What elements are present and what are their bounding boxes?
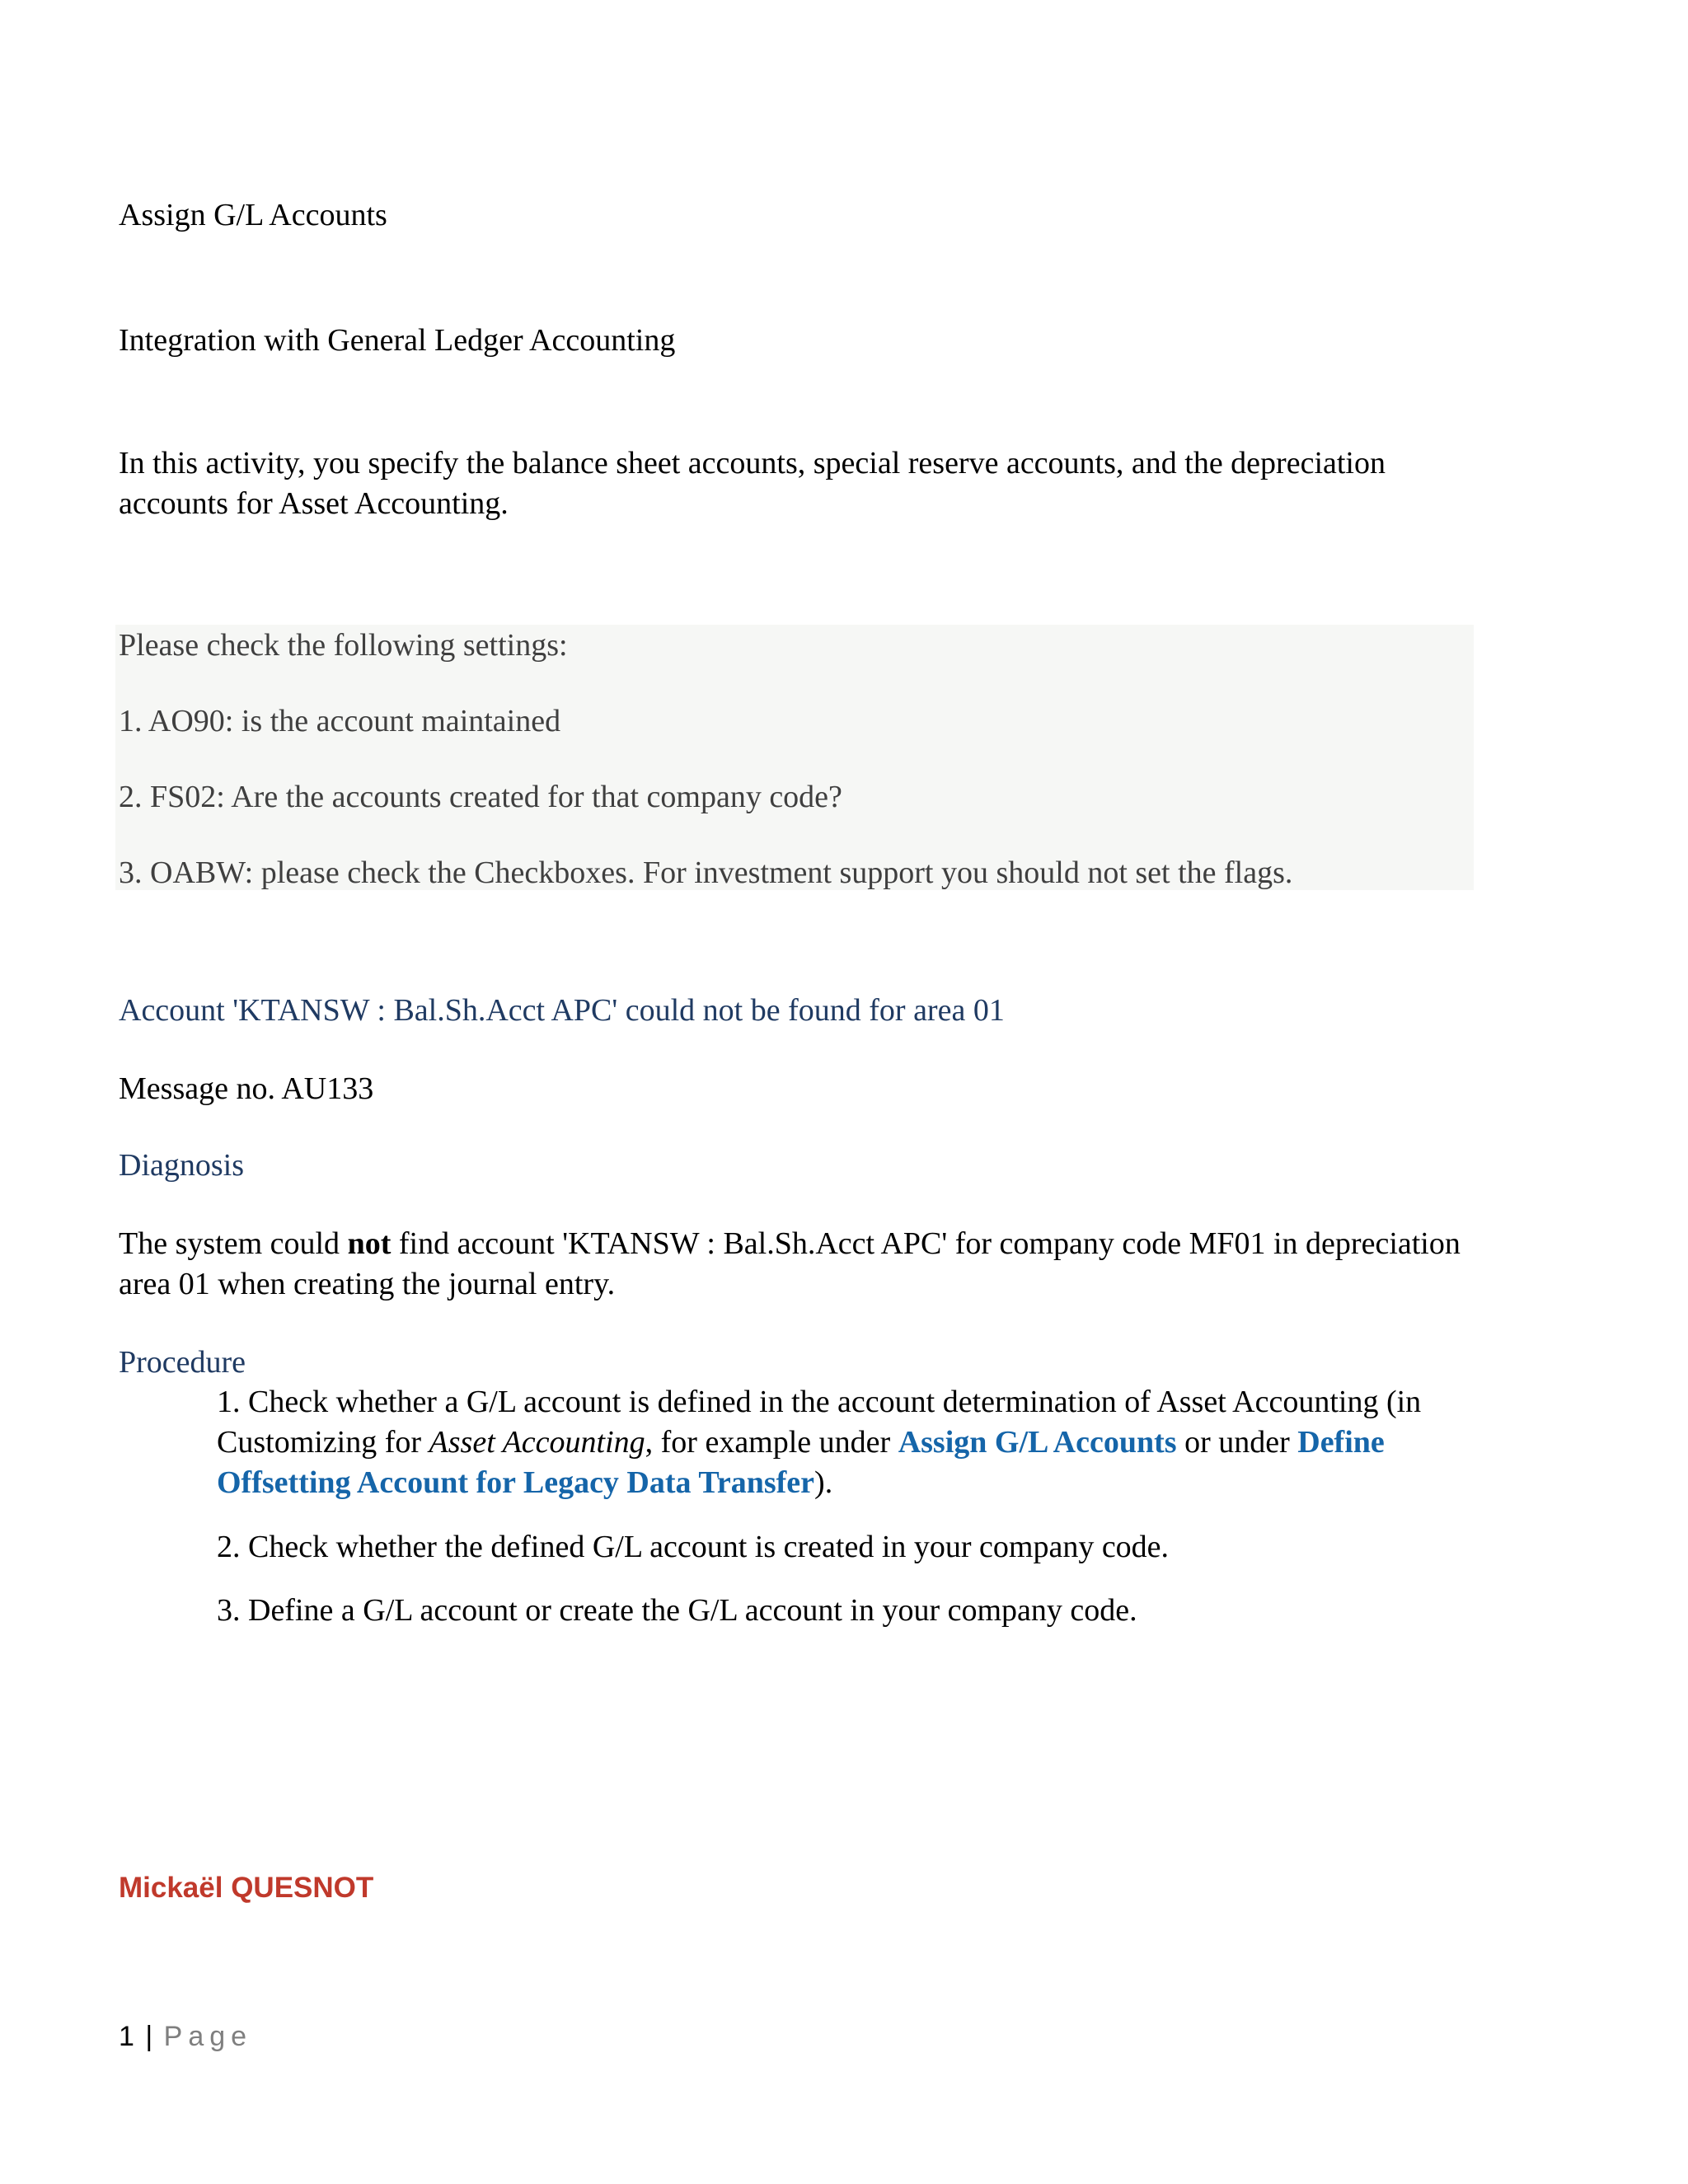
author-name: Mickaël QUESNOT [119, 1872, 374, 1904]
step1-or: or under [1176, 1425, 1298, 1460]
intro-paragraph: In this activity, you specify the balance sheet accounts, special reserve accounts, and the depreciation accounts for Asset Accounting. [119, 446, 1386, 521]
step1-mid: , for example under [645, 1425, 898, 1460]
diagnosis-heading: Diagnosis [119, 1148, 244, 1183]
step1-italic: Asset Accounting [429, 1425, 645, 1460]
document-title: Assign G/L Accounts [119, 198, 387, 232]
diagnosis-text-pre: The system could [119, 1226, 348, 1261]
document-subtitle: Integration with General Ledger Accounting [119, 323, 676, 358]
page-footer [119, 2018, 252, 2055]
procedure-step-1 [217, 1382, 1486, 1503]
footer-separator: | [145, 2021, 153, 2052]
error-heading: Account 'KTANSW : Bal.Sh.Acct APC' could not be found for area 01 [119, 993, 1005, 1028]
hint-item-2: 2. FS02: Are the accounts created for that company code? [119, 780, 842, 814]
page-label: Page [163, 2021, 253, 2052]
hint-item-1: 1. AO90: is the account maintained [119, 704, 561, 738]
procedure-heading: Procedure [119, 1345, 246, 1380]
step1-pre: 1. Check whether a G/L account is defined in the account determination of Asset Accounting (in Customizing for [217, 1385, 1422, 1460]
message-number: Message no. AU133 [119, 1071, 374, 1106]
diagnosis-text-post: find account 'KTANSW : Bal.Sh.Acct APC' for company code MF01 in depreciation area 01 when creating the journal entry. [119, 1226, 1461, 1301]
hint-item-3: 3. OABW: please check the Checkboxes. For investment support you should not set the flags. [119, 855, 1293, 890]
diagnosis-text [119, 1224, 1470, 1305]
page-number: 1 [119, 2021, 134, 2052]
step1-end: ). [814, 1465, 833, 1500]
define-offsetting-account-link[interactable]: Define Offsetting Account for Legacy Data Transfer [217, 1425, 1385, 1500]
procedure-step-2: 2. Check whether the defined G/L account is created in your company code. [217, 1530, 1170, 1564]
procedure-step-3: 3. Define a G/L account or create the G/L account in your company code. [217, 1593, 1137, 1628]
assign-gl-accounts-link[interactable]: Assign G/L Accounts [898, 1425, 1177, 1460]
diagnosis-text-bold: not [347, 1226, 392, 1261]
hint-heading: Please check the following settings: [119, 628, 568, 663]
